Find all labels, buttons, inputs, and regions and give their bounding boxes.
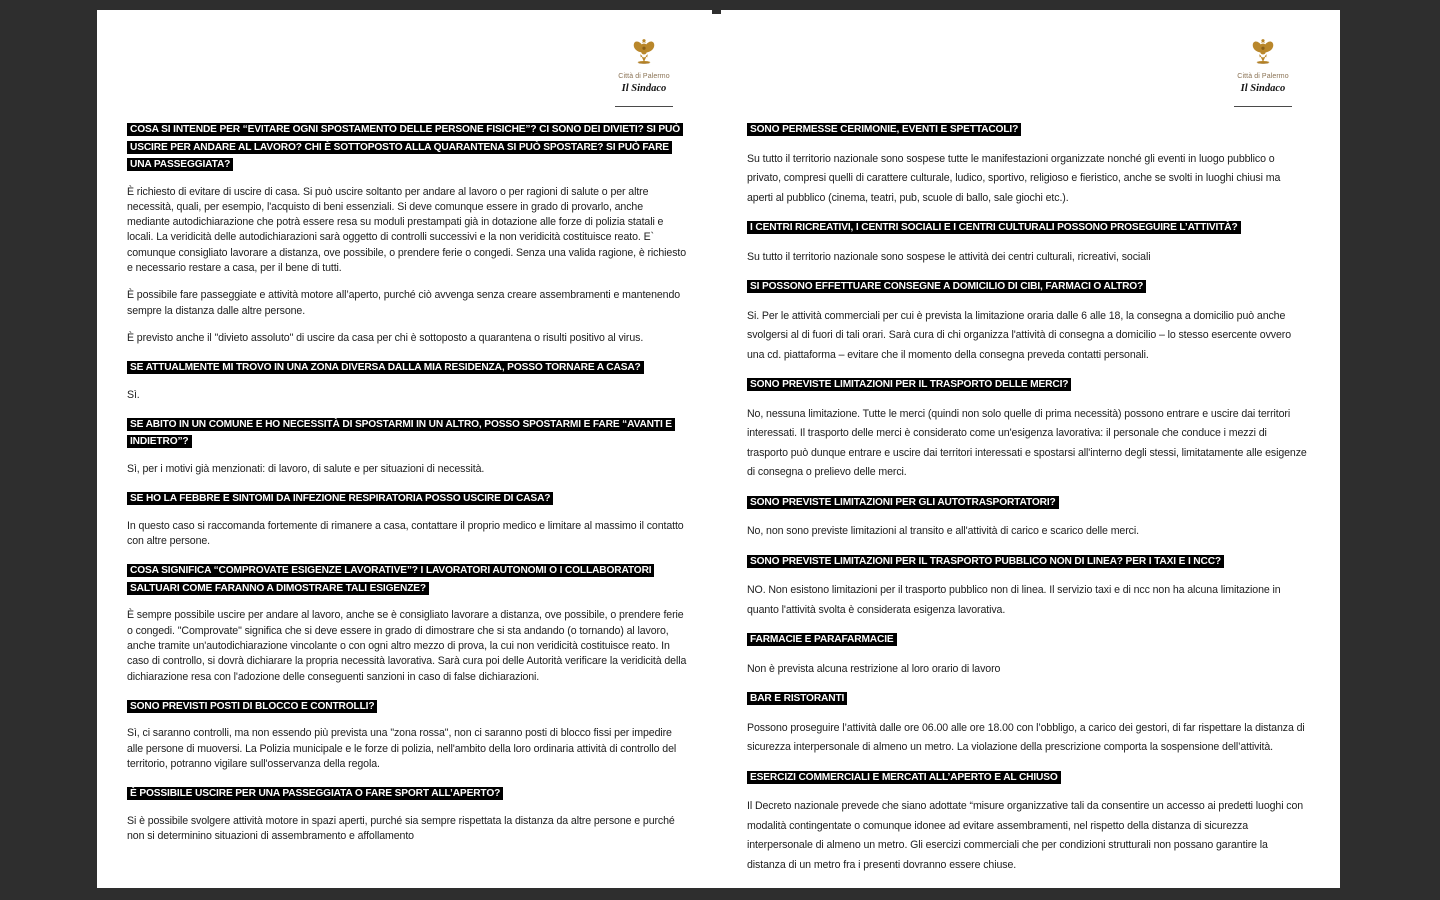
question-highlight: SONO PREVISTE LIMITAZIONI PER GLI AUTOTRASPORTATORI? [747, 496, 1059, 509]
question-highlight: FARMACIE E PARAFARMACIE [747, 633, 897, 646]
faq-item [127, 489, 688, 549]
faq-item [747, 552, 1307, 621]
question-heading [747, 630, 1307, 648]
question-highlight: COSA SI INTENDE PER “EVITARE OGNI SPOSTAMENTO DELLE PERSONE FISICHE”? CI SONO DEI DIVIETI? SI PUÒ USCIRE PER ANDARE AL LAVORO? CHI È SOTTOPOSTO ALLA QUARANTENA SI PUÒ SPOSTARE? SI PUÒ FARE UNA PASSEGGIATA? [127, 123, 683, 171]
palermo-eagle-crest-icon [632, 54, 656, 71]
answer-paragraph: È sempre possibile uscire per andare al lavoro, anche se è consigliato lavorare a distanza, ove possibile, o prendere ferie o congedi. "Comprovate" significa che si deve essere in grado di dimostrare che si sta andando (o tornando) al lavoro, anche tramite un'autodichiarazione vincolante o con ogni altro mezzo di prova, la cui non veridicità costituisce reato. In caso di controllo, si dovrà dichiarare la propria necessità lavorativa. Sarà cura poi delle Autorità verificare la veridicità della dichiarazione resa con l'adozione delle conseguenti sanzioni in caso di false dichiarazioni. [127, 609, 687, 683]
answer-paragraph: Sì, ci saranno controlli, ma non essendo più prevista una "zona rossa", non ci saranno posti di blocco fissi per impedire alle persone di muoversi. La Polizia municipale e le forze di polizia, nell'ambito della loro ordinaria attività di controllo del territorio, potranno vigilare sull'osservanza della regola. [127, 727, 677, 770]
faq-item [747, 277, 1307, 365]
faq-item [747, 493, 1307, 542]
question-highlight: SE ATTUALMENTE MI TROVO IN UNA ZONA DIVERSA DALLA MIA RESIDENZA, POSSO TORNARE A CASA? [127, 361, 644, 374]
question-highlight: SE ABITO IN UN COMUNE E HO NECESSITÀ DI SPOSTARMI IN UN ALTRO, POSSO SPOSTARMI E FARE “AVANTI E INDIETRO”? [127, 418, 675, 449]
brand-role-label: Il Sindaco [1240, 83, 1286, 94]
brand-org-label: Città di Palermo [618, 73, 670, 80]
answer-paragraph: No, nessuna limitazione. Tutte le merci (quindi non solo quelle di prima necessità) possono entrare e uscire dai territori interessati. Il trasporto delle merci è considerato come un'esigenza lavorativa: il personale che conduce i mezzi di trasporto può dunque entrare e uscire dai territori interessati e spostarsi all'interno degli stessi, limitatamente alle esigenze di consegna o prelievo delle merci. [747, 407, 1307, 478]
palermo-eagle-crest-icon [1251, 54, 1275, 71]
letterhead [600, 38, 688, 107]
document-page-2 [717, 10, 1340, 888]
question-highlight: SONO PERMESSE CERIMONIE, EVENTI E SPETTACOLI? [747, 123, 1021, 136]
question-heading [127, 697, 688, 715]
document-page-1 [97, 10, 717, 888]
question-highlight: SONO PREVISTI POSTI DI BLOCCO E CONTROLLI? [127, 700, 377, 713]
faq-item [747, 218, 1307, 267]
faq-item [127, 697, 688, 772]
question-heading [127, 120, 688, 173]
faq-item [127, 784, 688, 844]
answer-paragraph: Il Decreto nazionale prevede che siano adottate “misure organizzative tali da consentire un accesso ai predetti luoghi con modalità contingentate o comunque idonee ad evitare assembramenti, nel rispetto della distanza di sicurezza interpersonale di almeno un metro. Gli esercizi commerciali che per condizioni strutturali non possano garantire la distanza di un metro fra i presenti dovranno essere chiuse. [747, 800, 1304, 871]
question-heading [127, 415, 688, 450]
faq-item [127, 415, 688, 477]
answer-paragraph: Su tutto il territorio nazionale sono sospese le attività dei centri culturali, ricreativi, sociali [747, 250, 1151, 263]
question-heading [127, 561, 688, 596]
question-highlight: BAR E RISTORANTI [747, 692, 847, 705]
answer-paragraph: No, non sono previste limitazioni al transito e all'attività di carico e scarico delle merci. [747, 525, 1139, 537]
answer-paragraph: Si è possibile svolgere attività motore in spazi aperti, purché sia sempre rispettata la distanza da altre persone e purché non si determinino situazioni di assembramento e affollamento [127, 814, 675, 843]
question-heading [127, 489, 688, 507]
answer-paragraph: Si. Per le attività commerciali per cui è prevista la limitazione oraria dalle 6 alle 18, la consegna a domicilio può anche svolgersi al di fuori di tali orari. Sarà cura di chi organizza l'attività di consegna a domicilio – lo stesso esercente ovvero una cd. piattaforma – evitare che il momento della consegna preveda contatti personali. [747, 309, 1292, 361]
faq-item [127, 358, 688, 403]
faq-item [747, 768, 1307, 876]
question-heading [747, 768, 1307, 786]
question-highlight: SONO PREVISTE LIMITAZIONI PER IL TRASPORTO DELLE MERCI? [747, 378, 1071, 391]
pages-container [97, 10, 1340, 888]
answer-paragraph: È possibile fare passeggiate e attività motore all’aperto, purché ciò avvenga senza creare assembramenti e mantenendo sempre la distanza dalle altre persone. [127, 289, 681, 317]
page-content [747, 120, 1307, 875]
question-highlight: COSA SIGNIFICA “COMPROVATE ESIGENZE LAVORATIVE”? I LAVORATORI AUTONOMI O I COLLABORATORI SALTUARI COME FARANNO A DIMOSTRARE TALI ESIGENZE? [127, 564, 654, 595]
answer-paragraph: Non è prevista alcuna restrizione al loro orario di lavoro [747, 662, 1001, 675]
question-heading [747, 120, 1307, 138]
brand-org-label: Città di Palermo [1237, 73, 1289, 80]
question-heading [747, 493, 1307, 511]
question-heading [747, 277, 1307, 295]
answer-paragraph: È richiesto di evitare di uscire di casa. Si può uscire soltanto per andare al lavoro o per ragioni di salute o per altre necessità, quali, per esempio, l'acquisto di beni essenziali. Si deve comunque essere in grado di provarlo, anche mediante autodichiarazione che potrà essere resa su moduli prestampati già in dotazione alle forze di polizia statali e locali. La veridicità delle autodichiarazioni sarà oggetto di controlli successivi e la non veridicità costituisce reato. E` comunque consigliato lavorare a distanza, ove possibile, o prendere ferie o congedi. Senza una valida ragione, è richiesto e necessario restare a casa, per il bene di tutti. [127, 185, 687, 274]
answer-paragraph: NO. Non esistono limitazioni per il trasporto pubblico non di linea. Il servizio taxi e di ncc non ha alcuna limitazione in quanto l'attività svolta è considerata esigenza lavorativa. [747, 584, 1281, 616]
question-highlight: ESERCIZI COMMERCIALI E MERCATI ALL’APERTO E AL CHIUSO [747, 771, 1061, 784]
question-highlight: SI POSSONO EFFETTUARE CONSEGNE A DOMICILIO DI CIBI, FARMACI O ALTRO? [747, 280, 1146, 293]
signature-rule [1234, 106, 1292, 107]
question-heading [127, 358, 688, 376]
answer-paragraph: È previsto anche il "divieto assoluto" di uscire da casa per chi è sottoposto a quarantena o risulti positivo al virus. [127, 331, 644, 344]
faq-item [747, 630, 1307, 679]
question-heading [127, 784, 688, 802]
faq-item [127, 561, 688, 684]
question-heading [747, 689, 1307, 707]
faq-item [747, 120, 1307, 208]
question-heading [747, 552, 1307, 570]
question-highlight: SONO PREVISTE LIMITAZIONI PER IL TRASPORTO PUBBLICO NON DI LINEA? PER I TAXI E I NCC? [747, 555, 1224, 568]
faq-item [747, 689, 1307, 758]
answer-paragraph: Possono proseguire l’attività dalle ore 06.00 alle ore 18.00 con l’obbligo, a carico dei gestori, di far rispettare la distanza di sicurezza interpersonale di almeno un metro. La violazione della prescrizione comporta la sospensione dell’attività. [747, 721, 1305, 753]
question-highlight: SE HO LA FEBBRE E SINTOMI DA INFEZIONE RESPIRATORIA POSSO USCIRE DI CASA? [127, 492, 553, 505]
answer-paragraph: Sì. [127, 388, 140, 401]
question-highlight: È POSSIBILE USCIRE PER UNA PASSEGGIATA O FARE SPORT ALL’APERTO? [127, 787, 503, 800]
question-heading [747, 375, 1307, 393]
page-content [127, 120, 688, 844]
faq-item [747, 375, 1307, 483]
document-sheet [97, 10, 1340, 888]
question-heading [747, 218, 1307, 236]
faq-item [127, 120, 688, 346]
answer-paragraph: Sì, per i motivi già menzionati: di lavoro, di salute e per situazioni di necessità. [127, 462, 485, 475]
letterhead [1219, 38, 1307, 107]
answer-paragraph: In questo caso si raccomanda fortemente di rimanere a casa, contattare il proprio medico e limitare al massimo il contatto con altre persone. [127, 519, 684, 548]
brand-role-label: Il Sindaco [621, 83, 667, 94]
signature-rule [615, 106, 673, 107]
answer-paragraph: Su tutto il territorio nazionale sono sospese tutte le manifestazioni organizzate nonché gli eventi in luogo pubblico o privato, compresi quelli di carattere culturale, ludico, sportivo, religioso e fieristico, anche se svolti in luoghi chiusi ma aperti al pubblico (cinema, teatri, pub, scuole di ballo, sale giochi etc.). [747, 152, 1281, 204]
question-highlight: I CENTRI RICREATIVI, I CENTRI SOCIALI E I CENTRI CULTURALI POSSONO PROSEGUIRE L’ATTIVITÀ? [747, 221, 1241, 234]
